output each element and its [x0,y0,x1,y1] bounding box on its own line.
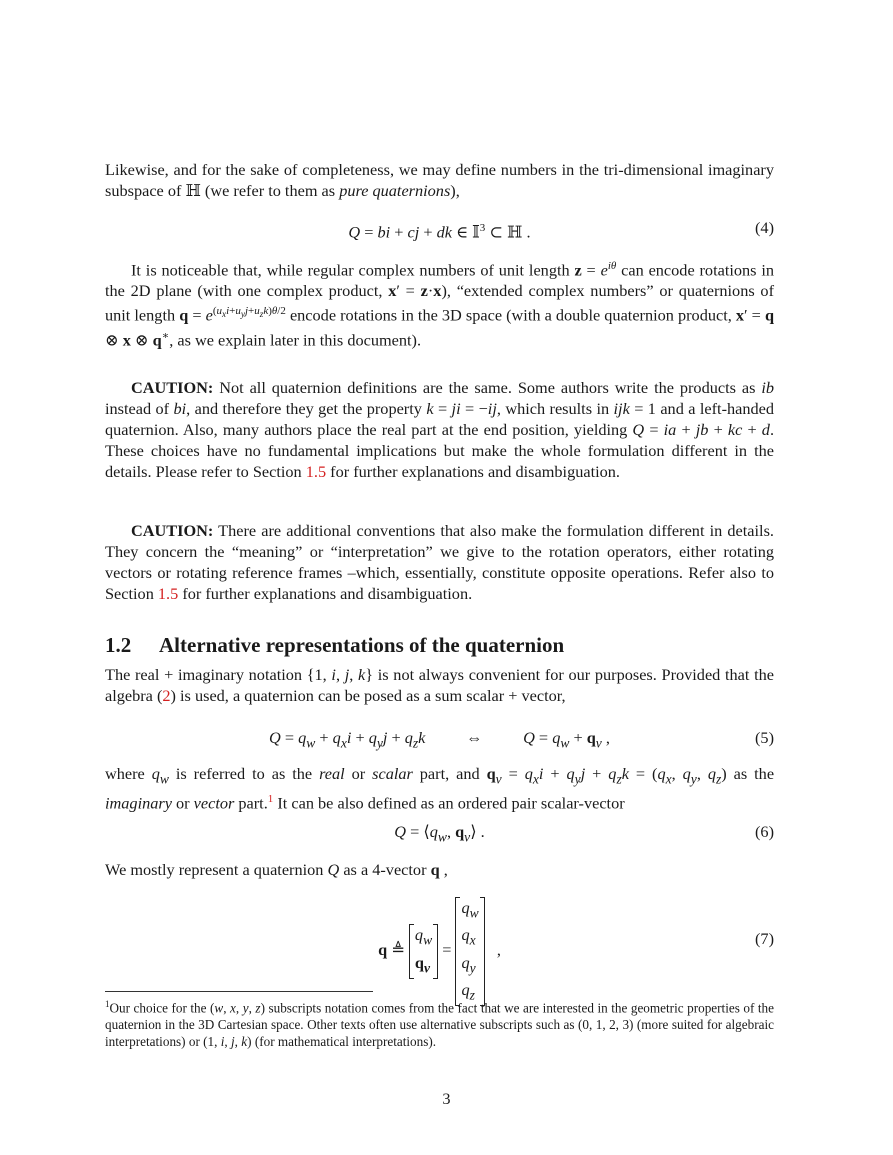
equation-link[interactable]: 2 [162,686,171,705]
equation-4: Q = bi + cj + dk ∈ 𝕀$^3$ ⊂ ℍ . (4) [348,218,774,242]
footnote-mark[interactable]: 1 [267,793,274,806]
page-number: 3 [442,1089,451,1108]
footnote-rule [105,991,373,992]
caution-paragraph-1: CAUTION: Not all quaternion definitions are the same. Some authors write the products as ib instead of bi, and therefore they get the property k = ji = −ij, which results in ijk = 1 and a left-handed quaternion. Also, many authors place the real part at the end position, yielding Q = ia + jb + kc + d. These choices have no fundamental implications but make the whole formulation different in the details. Please refer to Section 1.5 for further explanations and disambiguation. [105,378,775,481]
equation-6: $Q = ⟨q_w$, $q_v⟩$ . (6) [394,822,774,845]
equation-number: (5) [755,728,774,747]
equation-7: q ≜ $q_w$ $q_v$ = $q_w$ $q_x$ $q_y$ $q_z$ , (7) [105,897,774,981]
caution-label: CAUTION: [131,521,214,540]
section-number: 1.2 [105,633,132,657]
paragraph-rotations: It is noticeable that, while regular complex numbers of unit length $z = e^{i\theta}$ can encode rotations in the 2D plane (with one complex product, x′ = z·x), “extended complex numbers” or quaternions of unit length $q = e^{(u_xi+u_yj+u_zk)\theta/2}$ encode rotations in the 3D space (with a double quaternion product, x′ = q ⊗ x ⊗ q∗, as we explain later in this document). [105,260,775,350]
section-link[interactable]: 1.5 [305,462,327,481]
equation-number: (4) [755,218,774,237]
matrix-compact: $q_w$ $q_v$ [409,924,438,979]
equation-5: $Q = q_w + q_xi + q_yj + q_zk$ ⇔ $Q = q_w + q_v$ , (5) [269,728,774,751]
paragraph-scalar-vector: where $q_w$ is referred to as the real or scalar part, and $q_v = q_xi + q_yj + q_zk = (q_x$, $q_y$, $q_z$) as the imaginary or vector part.$^1$ It can be also defined as an ordered pair scalar-vector [105,764,775,813]
equation-number: (6) [755,822,774,841]
caution-label: CAUTION: [131,378,214,397]
footnote: $^1$Our choice for the (w, x, y, z) subscripts notation comes from the fact that we are interested in the geometric properties of the quaternion in the 3D Cartesian space. Other texts often use alternative subscripts such as (0, 1, 2, 3) (more suited for algebraic interpretations) or (1, i, j, k) (for mathematical interpretations). [105,999,774,1050]
equation-number: (7) [755,929,774,948]
matrix-expanded: $q_w$ $q_x$ $q_y$ $q_z$ [455,897,484,1006]
caution-paragraph-2: CAUTION: There are additional conventions that also make the formulation different in details. They concern the “meaning” or “interpretation” we give to the rotation operators, either rotating vectors or rotating reference frames –which, essentially, constitute opposite operations. Refer also to Section 1.5 for further explanations and disambiguation. [105,521,774,603]
section-link[interactable]: 1.5 [157,584,179,603]
paragraph-notation: The real + imaginary notation {1, i, j, k} is not always convenient for our purposes. Provided that the algebra (2) is used, a quaternion can be posed as a sum scalar + vector, [105,665,774,705]
footnote-number: 1 [105,999,110,1009]
section-heading [105,631,774,659]
paragraph-pure-quaternions: Likewise, and for the sake of completeness, we may define numbers in the tri-dimensional imaginary subspace of ℍ (we refer to them as pure quaternions), [105,160,774,200]
paragraph-4-vector: We mostly represent a quaternion Q as a 4-vector q , [105,860,448,879]
section-title: Alternative representations of the quaternion [159,633,565,657]
